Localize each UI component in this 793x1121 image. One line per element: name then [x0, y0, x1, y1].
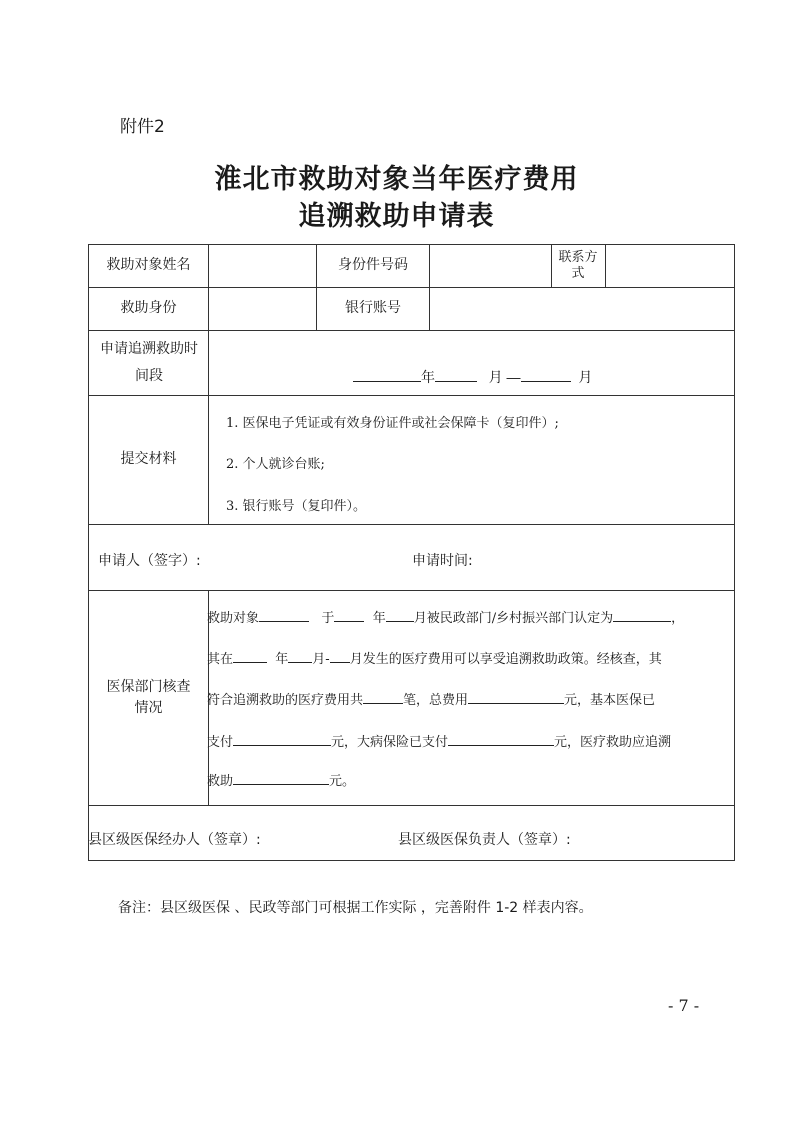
row-divider [88, 330, 735, 331]
review-text: 年 [372, 611, 386, 626]
review-label-text: 医保部门核查情况 [106, 679, 191, 716]
form-title-line2: 追溯救助申请表 [298, 201, 495, 232]
apply-time-label: 申请时间: [412, 553, 473, 569]
name-label: 救助对象姓名 [106, 257, 191, 274]
id-number-label: 身份件号码 [338, 257, 408, 274]
review-text: 符合追溯救助的医疗费用共 [207, 693, 364, 708]
review-text: 月- [312, 652, 330, 667]
material-item-1: 1. 医保电子凭证或有效身份证件或社会保障卡（复印件）; [226, 416, 559, 431]
review-text: 月被民政部门/乡村振兴部门认定为 [413, 611, 614, 626]
review-text: 救助 [207, 774, 234, 789]
review-text: 月发生的医疗费用可以享受追溯救助政策。经核查，其 [349, 652, 662, 667]
row-divider [88, 524, 735, 525]
material-item-2: 2. 个人就诊台账; [226, 457, 325, 472]
review-text: 于 [321, 611, 335, 626]
review-text: 元，医疗救助应追溯 [554, 735, 672, 750]
review-text: 元。 [329, 774, 356, 789]
table-border-bottom [88, 860, 735, 861]
period-year-text: 年 [421, 369, 435, 385]
footnote: 备注：县区级医保 、民政等部门可根据工作实际 ，完善附件 1-2 样表内容。 [118, 900, 593, 916]
review-text: 元，大病保险已支付 [331, 735, 449, 750]
review-text: 年 [275, 652, 289, 667]
review-text: 救助对象 [207, 611, 260, 626]
form-title-line1: 淮北市救助对象当年医疗费用 [214, 164, 579, 195]
attachment-label: 附件2 [120, 117, 165, 137]
identity-label: 救助身份 [120, 300, 177, 317]
review-text: 其在 [207, 652, 234, 667]
col-divider [208, 244, 209, 524]
period-label: 申请追溯救助时间段 [100, 341, 198, 384]
col-divider [551, 244, 552, 287]
review-label [89, 591, 208, 805]
review-text: 元，基本医保已 [564, 693, 656, 708]
col-divider [605, 244, 606, 287]
page-number: - 7 - [668, 996, 700, 1015]
materials-label: 提交材料 [120, 451, 177, 468]
contact-label: 联系方式 [558, 249, 598, 281]
bank-account-label: 银行账号 [345, 300, 401, 317]
col-divider [429, 244, 430, 330]
table-border-right [734, 244, 735, 861]
handler-signature-label: 县区级医保经办人（签章）: [88, 832, 261, 848]
review-text: ， [671, 611, 685, 626]
period-month-text: 月 [578, 369, 593, 385]
review-text: 笔，总费用 [403, 693, 469, 708]
material-item-3: 3. 银行账号（复印件）。 [226, 499, 367, 514]
period-field [353, 367, 592, 387]
period-month-to-text: 月 — [488, 369, 521, 385]
row-divider [88, 805, 735, 806]
leader-signature-label: 县区级医保负责人（签章）: [398, 832, 571, 848]
applicant-signature-label: 申请人（签字）: [98, 553, 201, 569]
review-text: 支付 [207, 735, 234, 750]
